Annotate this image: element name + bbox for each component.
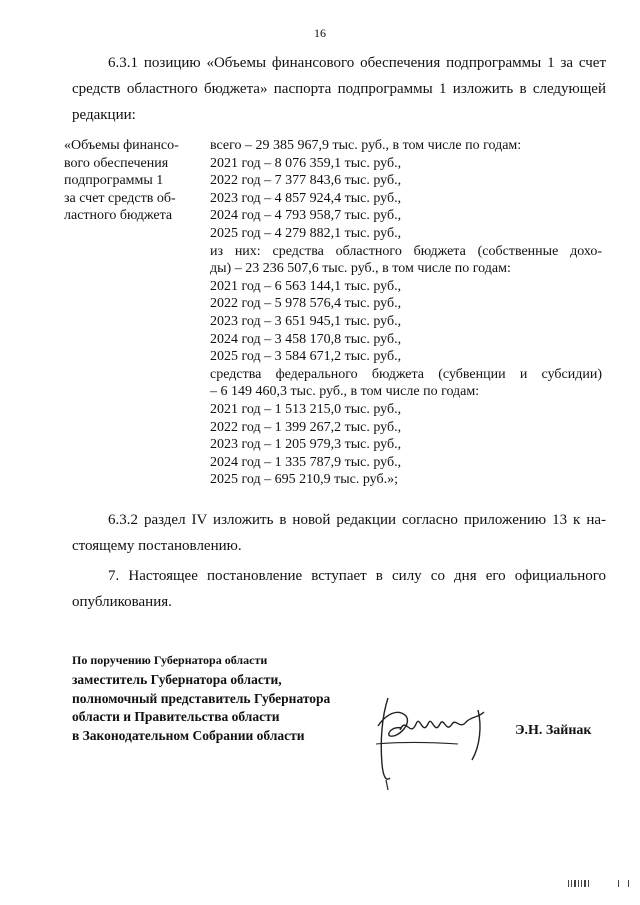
year-line: 2025 год – 4 279 882,1 тыс. руб.,: [210, 225, 402, 241]
paragraph-line: 6.3.2 раздел IV изложить в новой редакции согласно приложению 13 к на-: [108, 512, 606, 528]
year-line: 2022 год – 5 978 576,4 тыс. руб.,: [210, 296, 402, 312]
label-line: за счет средств об-: [64, 190, 176, 206]
signature-block: [72, 652, 330, 745]
paragraph-7: [72, 563, 606, 615]
funding-table-values: [210, 137, 602, 489]
federal-budget-total: – 6 149 460,3 тыс. руб., в том числе по годам:: [210, 384, 480, 400]
page-number: 16: [314, 26, 326, 40]
barcode-mark: [568, 878, 634, 888]
paragraph-6-3-1: [72, 50, 606, 128]
year-line: 2025 год – 695 210,9 тыс. руб.»;: [210, 472, 398, 488]
paragraph-line: средств областного бюджета» паспорта подпрограммы 1 изложить в следующей: [72, 81, 606, 97]
position-line: области и Правительства области: [72, 709, 280, 724]
signatory-name: Э.Н. Зайнак: [515, 723, 592, 738]
year-line: 2024 год – 4 793 958,7 тыс. руб.,: [210, 208, 402, 224]
total-line: всего – 29 385 967,9 тыс. руб., в том числе по годам:: [210, 138, 522, 153]
position-line: заместитель Губернатора области,: [72, 672, 282, 687]
on-behalf-line: По поручению Губернатора области: [72, 653, 268, 667]
paragraph-line: 7. Настоящее постановление вступает в силу со дня его официального: [108, 568, 606, 584]
label-line: вого обеспечения: [64, 155, 169, 171]
year-line: 2022 год – 7 377 843,6 тыс. руб.,: [210, 173, 402, 189]
label-line: подпрограммы 1: [64, 173, 164, 189]
paragraph-line: 6.3.1 позицию «Объемы финансового обеспечения подпрограммы 1 за счет: [108, 55, 606, 71]
paragraph-line: опубликования.: [72, 594, 172, 610]
year-line: 2025 год – 3 584 671,2 тыс. руб.,: [210, 349, 402, 365]
federal-budget-line: средства федерального бюджета (субвенции и субсидии): [210, 366, 602, 382]
paragraph-line: стоящему постановлению.: [72, 538, 242, 554]
year-line: 2023 год – 1 205 979,3 тыс. руб.,: [210, 437, 402, 453]
year-line: 2023 год – 3 651 945,1 тыс. руб.,: [210, 313, 402, 329]
position-line: в Законодательном Собрании области: [72, 727, 305, 743]
handwritten-signature: [368, 686, 498, 796]
regional-budget-line: из них: средства областного бюджета (собственные дохо-: [210, 243, 602, 259]
year-line: 2021 год – 6 563 144,1 тыс. руб.,: [210, 278, 402, 294]
position-line: полномочный представитель Губернатора: [72, 690, 331, 706]
year-line: 2023 год – 4 857 924,4 тыс. руб.,: [210, 190, 402, 206]
regional-budget-total: ды) – 23 236 507,6 тыс. руб., в том числе по годам:: [210, 261, 511, 277]
year-line: 2022 год – 1 399 267,2 тыс. руб.,: [210, 419, 402, 435]
year-line: 2024 год – 1 335 787,9 тыс. руб.,: [210, 454, 402, 470]
funding-table-label: [64, 137, 204, 225]
year-line: 2021 год – 1 513 215,0 тыс. руб.,: [210, 401, 402, 417]
label-line: «Объемы финансо-: [64, 138, 179, 153]
paragraph-6-3-2: [72, 507, 606, 559]
label-line: ластного бюджета: [64, 208, 173, 224]
year-line: 2021 год – 8 076 359,1 тыс. руб.,: [210, 155, 402, 171]
paragraph-line: редакции:: [72, 107, 136, 123]
year-line: 2024 год – 3 458 170,8 тыс. руб.,: [210, 331, 402, 347]
